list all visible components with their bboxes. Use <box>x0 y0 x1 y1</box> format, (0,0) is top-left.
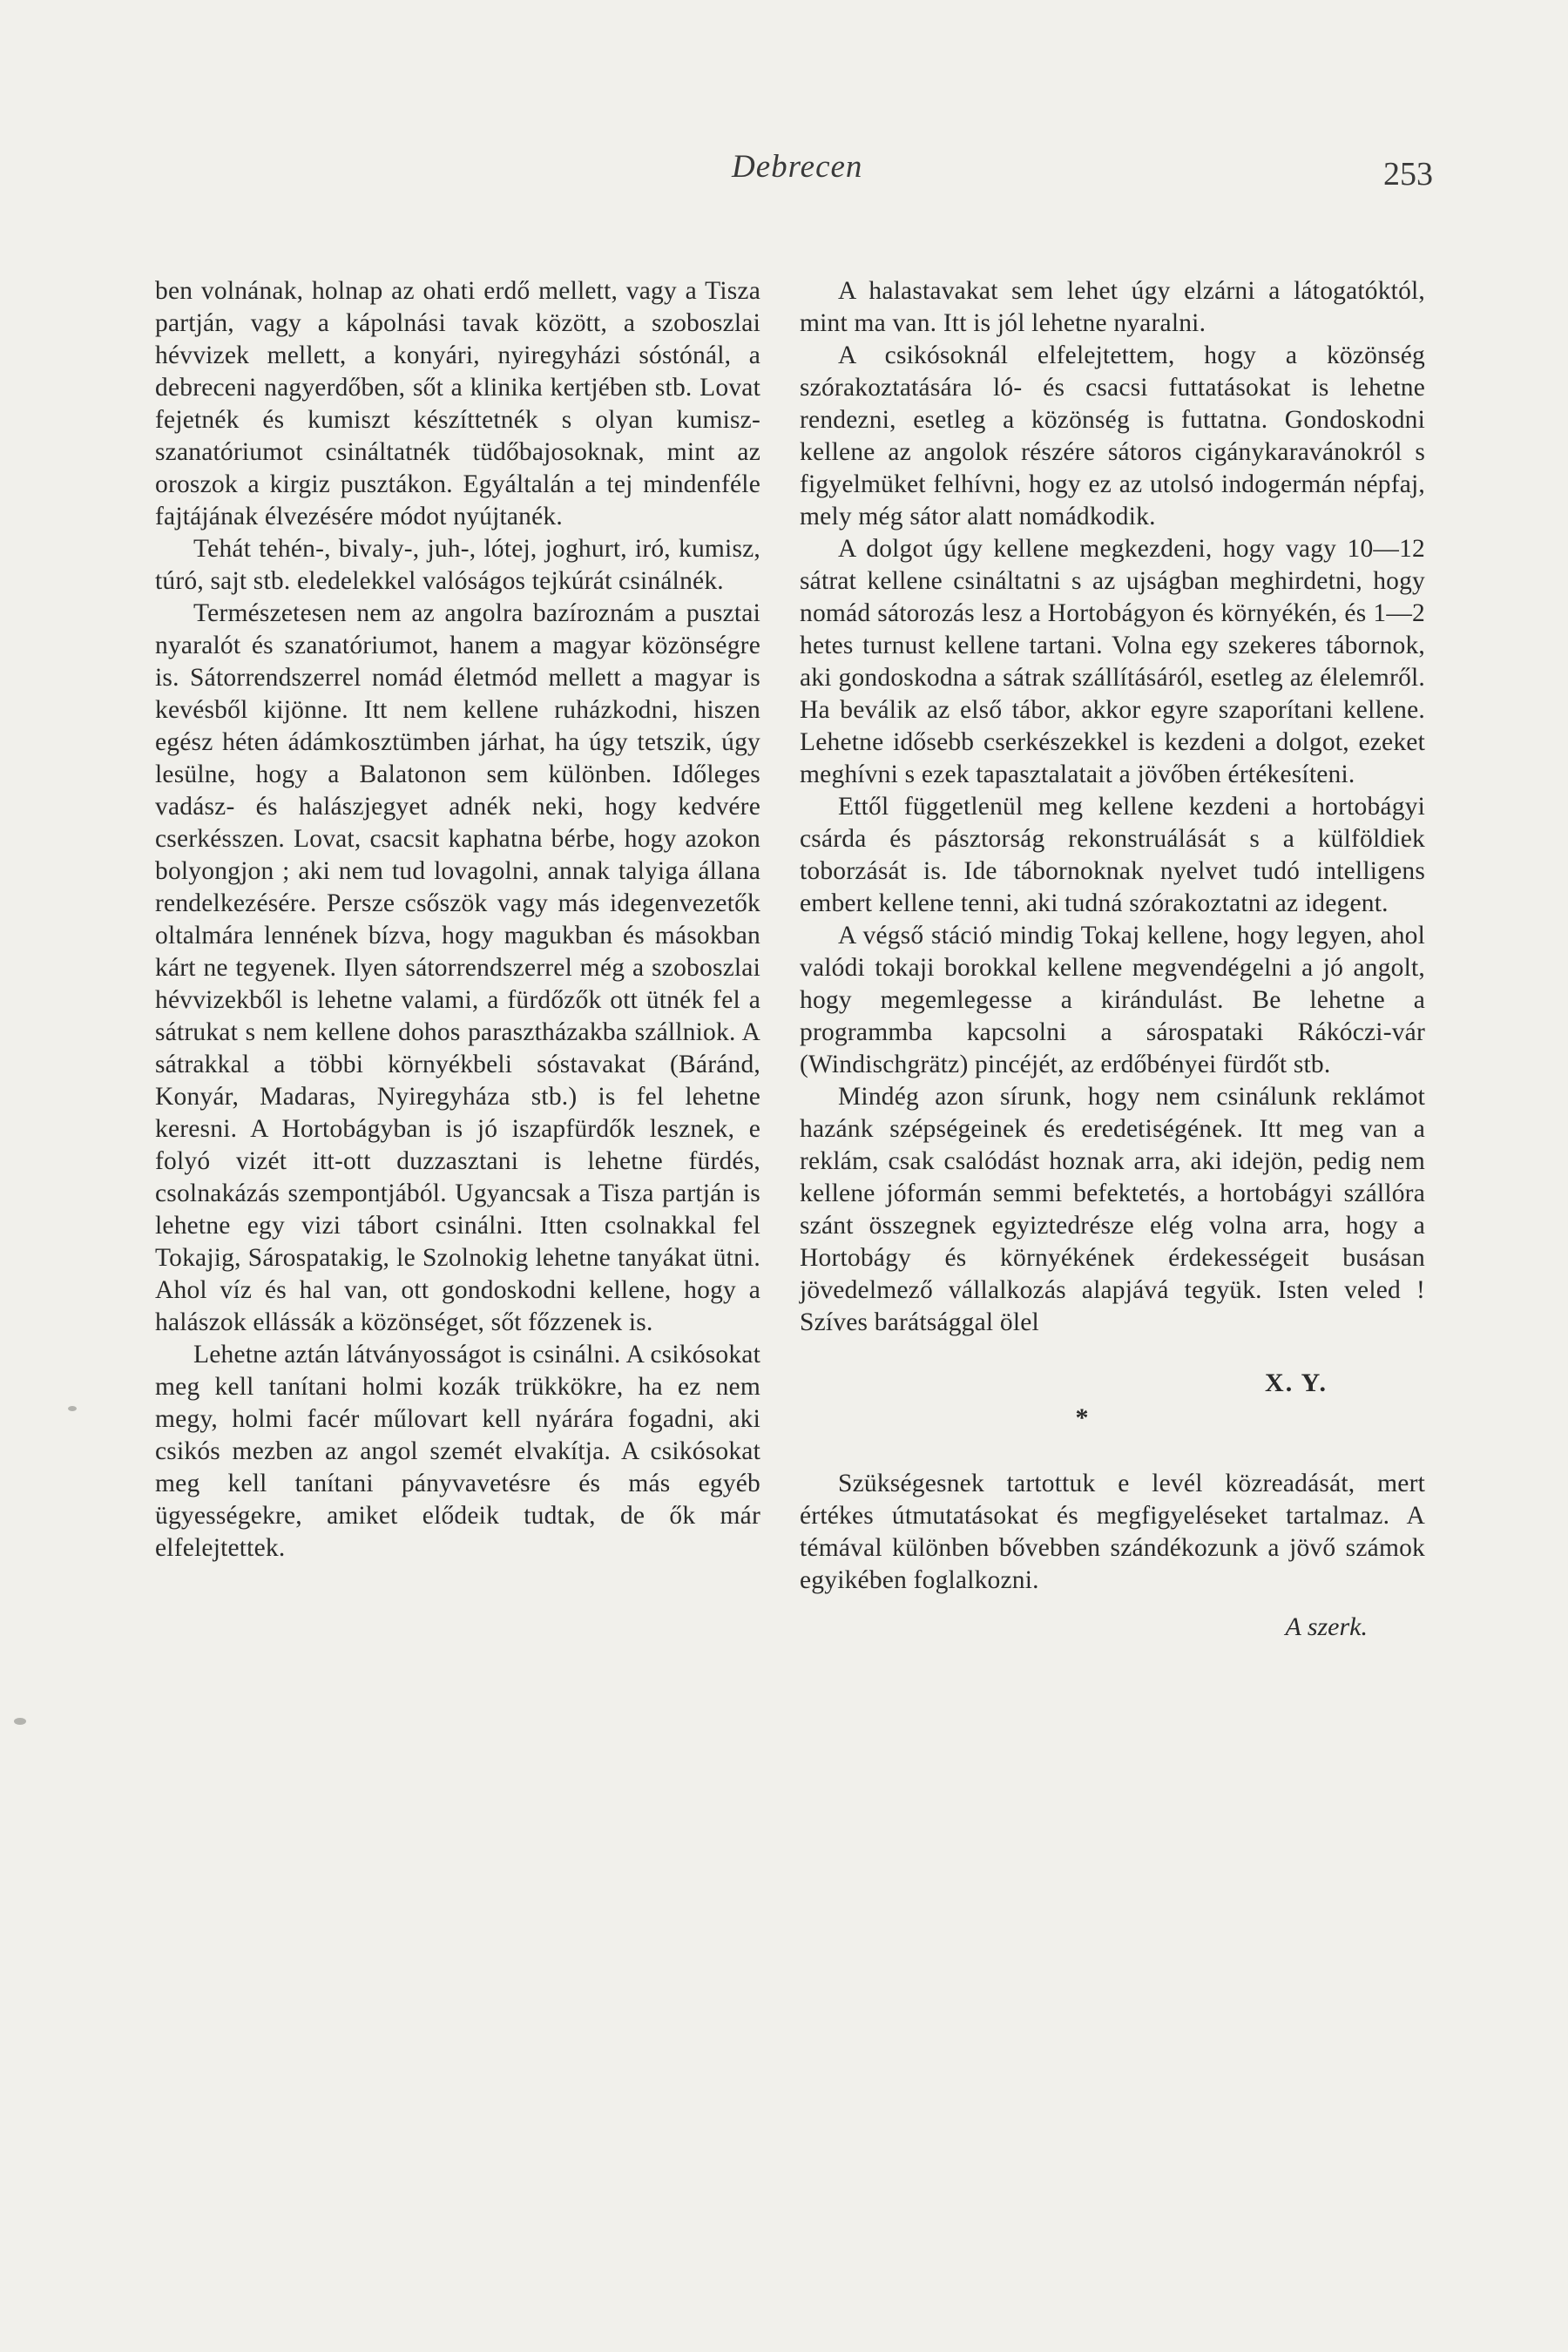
paragraph: Ettől függetlenül meg kellene kezdeni a hortobágyi csárda és pásztorság rekonstruálását s a külföldiek toborzását is. Ide tábornoknak nyelvet tudó intelligens embert kellene tenni, aki tudná szórakoztatni az idegent. <box>800 793 1425 917</box>
paragraph: A dolgot úgy kellene megkezdeni, hogy vagy 10—12 sátrat kellene csináltatni s az ujságban meghirdetni, hogy nomád sátorozás lesz a Hortobágyon és környékén, és 1—2 hetes turnust kellene tartani. Volna egy szekeres tábornok, aki gondoskodna a sátrak szállításáról, esetleg az élelemről. Ha beválik az első tábor, akkor egyre szaporítani kellene. Lehetne idősebb cserkészekkel is kezdeni a dolgot, ezeket meghívni s ezek tapasztalatait a jövőben értékesíteni. <box>800 535 1425 788</box>
left-column <box>155 275 760 1565</box>
paragraph: A halastavakat sem lehet úgy elzárni a látogatóktól, mint ma van. Itt is jól lehetne nyaralni. <box>800 277 1425 337</box>
running-head <box>0 148 1568 200</box>
section-separator: * <box>1075 1403 1089 1432</box>
paragraph: Tehát tehén-, bivaly-, juh-, lótej, joghurt, iró, kumisz, túró, sajt stb. eledelekkel valóságos tejkúrát csinálnék. <box>155 535 760 595</box>
right-column <box>800 275 1425 1642</box>
paper-speck <box>14 1718 26 1725</box>
running-title: Debrecen <box>732 149 863 185</box>
paragraph: A csikósoknál elfelejtettem, hogy a közönség szórakoztatására ló- és csacsi futtatásokat is lehetne rendezni, esetleg a közönség is futtatna. Gondoskodni kellene az angolok részére sátoros cigánykaravánokról s figyelmüket felhívni, hogy ez az utolsó indogermán népfaj, mely még sátor alatt nomádkodik. <box>800 341 1425 531</box>
paragraph: Lehetne aztán látványosságot is csinálni. A csikósokat meg kell tanítani holmi kozák trükkökre, ha ez nem megy, holmi facér műlovart kell nyárára fogadni, aki csikós mezben az angol szemét elvakítja. A csikósokat meg kell tanítani pányvavetésre és más egyéb ügyességekre, amiket elődeik tudtak, de ők már elfelejtettek. <box>155 1341 760 1562</box>
paragraph: A végső stáció mindig Tokaj kellene, hogy legyen, ahol valódi tokaji borokkal kellene megvendégelni a jó angolt, hogy megemlegesse a kirándulást. Be lehetne a programmba kapcsolni a sárospataki Rákóczi-vár (Windischgrätz) pincéjét, az erdőbényei fürdőt stb. <box>800 922 1425 1078</box>
paragraph: Természetesen nem az angolra bazíroznám a pusztai nyaralót és szanatóriumot, hanem a magyar közönségre is. Sátorrendszerrel nomád életmód mellett a magyar is kevésből kijönne. Itt nem kellene ruházkodni, hiszen egész héten ádámkosztümben járhat, ha úgy tetszik, úgy lesülne, hogy a Balatonon sem különben. Időleges vadász- és halászjegyet adnék neki, hogy kedvére cserkésszen. Lovat, csacsit kaphatna bérbe, hogy azokon bolyongjon ; aki nem tud lovagolni, annak talyiga állana rendelkezésére. Persze csőszök vagy más idegenvezetők oltalmára lennének bízva, hogy magukban és másokban kárt ne tegyenek. Ilyen sátorrendszerrel még a szoboszlai hévvizekből is lehetne valami, a fürdőzők ott ütnék fel a sátrukat s nem kellene dohos parasztházakba szállniok. A sátrakkal a többi környékbeli sóstavakat (Báránd, Konyár, Madaras, Nyiregyháza stb.) is fel lehetne keresni. A Hortobágyban is jó iszapfürdők lesznek, e folyó vizét itt-ott duzzasztani is lehetne fürdés, csolnakázás szempontjából. Ugyancsak a Tisza partján is lehetne egy vizi tábort csinálni. Itten csolnakkal fel Tokajig, Sárospatakig, le Szolnokig lehetne tanyákat ütni. Ahol víz és hal van, ott gondoskodni kellene, hogy a halászok ellássák a közönséget, sőt főzzenek is. <box>155 599 760 1336</box>
editor-signature: A szerk. <box>1285 1612 1368 1641</box>
paper-speck <box>68 1406 77 1411</box>
editor-note: Szükségesnek tartottuk e levél közreadását, mert értékes útmutatásokat és megfigyeléseket tartalmaz. A témával különben bővebben szándékozunk a jövő számok egyikében foglalkozni. <box>800 1470 1425 1594</box>
letter-signature: X. Y. <box>1265 1369 1328 1397</box>
paragraph: ben volnának, holnap az ohati erdő mellett, vagy a Tisza partján, vagy a kápolnási tavak között, a szoboszlai hévvizek mellett, a konyári, nyiregyházi sóstónál, a debreceni nagyerdőben, sőt a klinika kertjében stb. Lovat fejetnék és kumiszt készíttetnék s olyan kumisz-szanatóriumot csináltatnék tüdőbajosoknak, mint az oroszok a kirgiz pusztákon. Egyáltalán a tej mindenféle fajtájának élvezésére módot nyújtanék. <box>155 277 760 531</box>
paragraph: Mindég azon sírunk, hogy nem csinálunk reklámot hazánk szépségeinek és eredetiségének. Itt meg van a reklám, csak csalódást hoznak arra, aki idejön, pedig nem kellene jóformán semmi befektetés, a hortobágyi szállóra szánt összegnek egyiztedrésze elég volna arra, hogy a Hortobágy és környékének érdekességeit busásan jövedelmező vállalkozás alapjává tegyük. Isten veled ! Szíves barátsággal ölel <box>800 1083 1425 1336</box>
page-number: 253 <box>1383 156 1433 193</box>
